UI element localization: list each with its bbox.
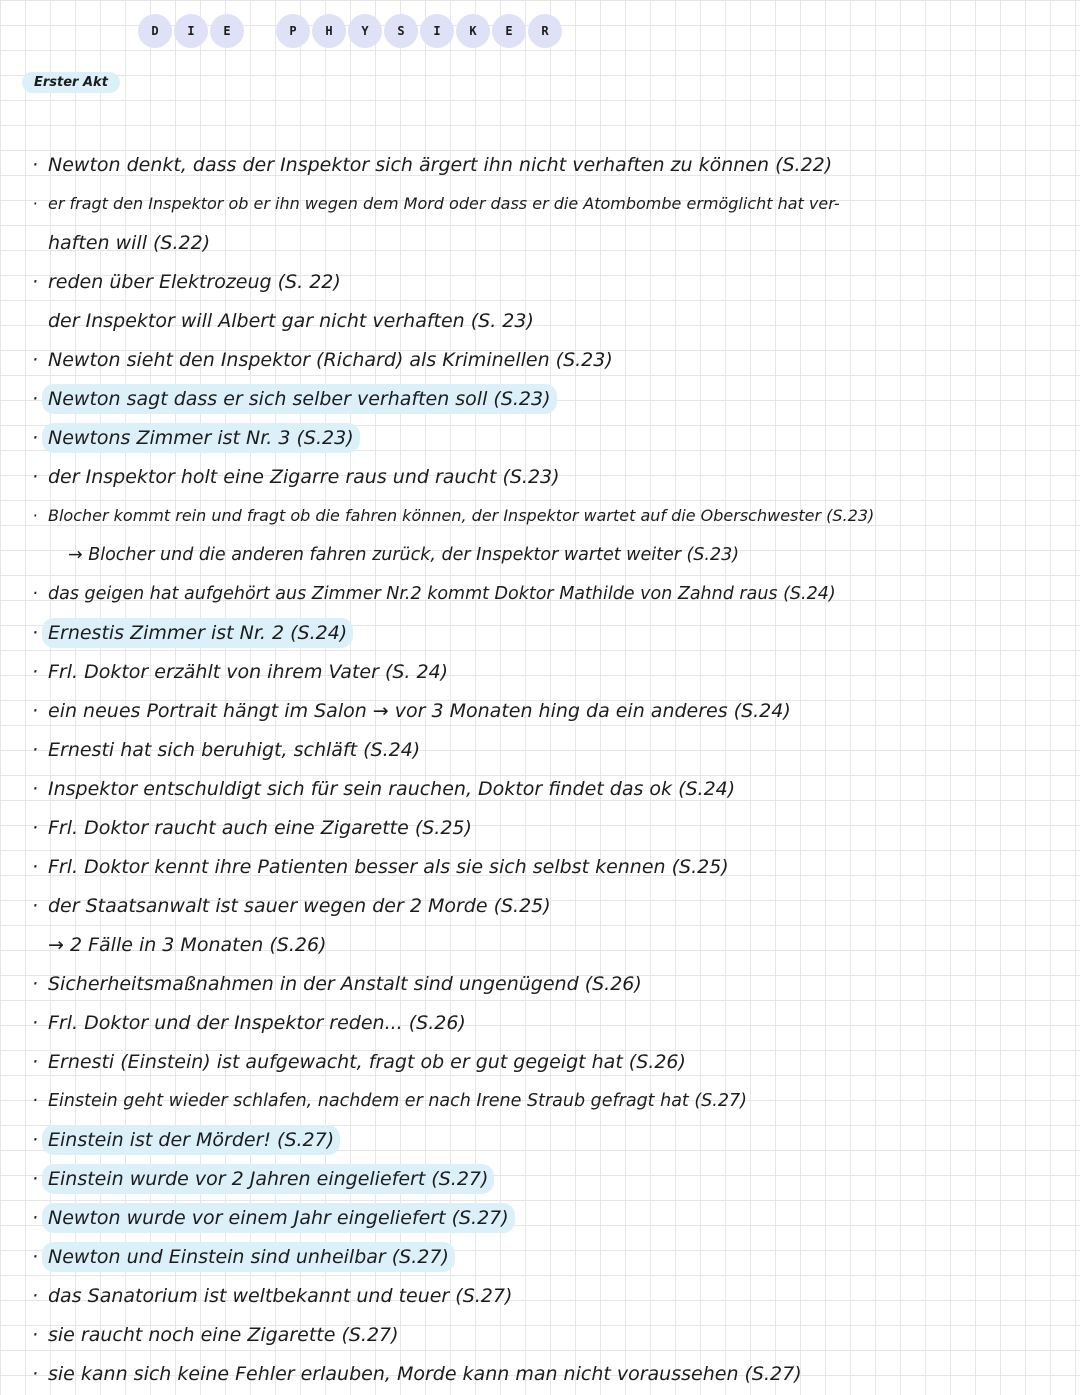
note-line [28, 847, 1062, 886]
note-text: Inspektor entschuldigt sich für sein rauchen, Doktor findet das ok (S.24) [48, 777, 736, 800]
title-letter: D [138, 14, 172, 48]
note-text: ein neues Portrait hängt im Salon → vor 3 Monaten hing da ein anderes (S.24) [48, 699, 791, 722]
note-line [28, 379, 1062, 418]
note-line [28, 886, 1062, 925]
note-text: Einstein ist der Mörder! (S.27) [42, 1125, 340, 1155]
note-text: der Inspektor holt eine Zigarre raus und raucht (S.23) [48, 465, 560, 488]
note-text: der Staatsanwalt ist sauer wegen der 2 Morde (S.25) [48, 894, 551, 917]
note-line [28, 1276, 1062, 1315]
note-text: Blocher kommt rein und fragt ob die fahren können, der Inspektor wartet auf die Oberschwester (S.23) [48, 505, 875, 525]
title-letter: E [210, 14, 244, 48]
note-line [28, 730, 1062, 769]
page-title [138, 14, 564, 48]
note-line [28, 613, 1062, 652]
note-text: Frl. Doktor raucht auch eine Zigarette (S.25) [48, 816, 472, 839]
note-line [28, 1354, 1062, 1393]
title-letter: P [276, 14, 310, 48]
note-line [28, 1198, 1062, 1237]
note-text: Newton sagt dass er sich selber verhaften soll (S.23) [42, 384, 557, 414]
bullet-dot: · [31, 816, 39, 839]
title-letter [246, 14, 274, 48]
bullet-dot: · [31, 660, 39, 683]
bullet-dot: · [31, 1011, 39, 1034]
title-letter: R [528, 14, 562, 48]
note-text: Newton und Einstein sind unheilbar (S.27) [42, 1242, 455, 1272]
note-text: → Blocher und die anderen fahren zurück, der Inspektor wartet weiter (S.23) [68, 544, 740, 565]
note-text: das Sanatorium ist weltbekannt und teuer (S.27) [48, 1284, 513, 1307]
title-letter: S [384, 14, 418, 48]
note-line [28, 535, 1062, 574]
bullet-dot: · [31, 465, 39, 488]
note-line [28, 184, 1062, 223]
note-line [28, 652, 1062, 691]
bullet-dot: · [31, 426, 39, 449]
bullet-dot: · [31, 1362, 39, 1385]
bullet-dot: · [31, 1245, 39, 1268]
title-letter: H [312, 14, 346, 48]
bullet-dot: · [31, 348, 39, 371]
note-text: sie kann sich keine Fehler erlauben, Morde kann man nicht voraussehen (S.27) [48, 1362, 802, 1385]
note-line [28, 925, 1062, 964]
note-line [28, 457, 1062, 496]
note-text: → 2 Fälle in 3 Monaten (S.26) [48, 933, 327, 956]
note-text: Newton denkt, dass der Inspektor sich ärgert ihn nicht verhaften zu können (S.22) [48, 153, 833, 176]
title-letter: K [456, 14, 490, 48]
note-text: Frl. Doktor kennt ihre Patienten besser als sie sich selbst kennen (S.25) [48, 855, 729, 878]
bullet-dot: · [31, 270, 39, 293]
bullet-dot: · [31, 1167, 39, 1190]
bullet-dot: · [31, 621, 39, 644]
note-line [28, 145, 1062, 184]
note-line [28, 1120, 1062, 1159]
title-letter: I [174, 14, 208, 48]
bullet-dot: · [31, 738, 39, 761]
note-text: haften will (S.22) [48, 231, 211, 254]
note-text: Newtons Zimmer ist Nr. 3 (S.23) [42, 423, 360, 453]
bullet-dot: · [31, 1206, 39, 1229]
note-line [28, 1159, 1062, 1198]
title-letter: I [420, 14, 454, 48]
note-text: er fragt den Inspektor ob er ihn wegen dem Mord oder dass er die Atombombe ermöglicht hat ver- [48, 193, 840, 213]
section-label: Erster Akt [22, 72, 120, 93]
note-line [28, 1081, 1062, 1120]
bullet-dot: · [32, 583, 38, 604]
note-text: das geigen hat aufgehört aus Zimmer Nr.2 kommt Doktor Mathilde von Zahnd raus (S.24) [48, 583, 836, 604]
bullet-dot: · [31, 1128, 39, 1151]
note-line [28, 262, 1062, 301]
note-text: Newton wurde vor einem Jahr eingeliefert (S.27) [42, 1203, 515, 1233]
title-letter: E [492, 14, 526, 48]
note-text: reden über Elektrozeug (S. 22) [48, 270, 341, 293]
title-letter: Y [348, 14, 382, 48]
note-line [28, 418, 1062, 457]
bullet-dot: · [31, 972, 39, 995]
note-text: Einstein geht wieder schlafen, nachdem er nach Irene Straub gefragt hat (S.27) [48, 1090, 747, 1111]
note-text: der Inspektor will Albert gar nicht verhaften (S. 23) [48, 309, 534, 332]
bullet-dot: · [31, 777, 39, 800]
note-line [28, 691, 1062, 730]
note-text: Frl. Doktor und der Inspektor reden... (S.26) [48, 1011, 466, 1034]
note-line [28, 1003, 1062, 1042]
bullet-dot: · [31, 1050, 39, 1073]
note-text: Ernesti (Einstein) ist aufgewacht, fragt ob er gut gegeigt hat (S.26) [48, 1050, 686, 1073]
bullet-dot: · [32, 194, 38, 213]
bullet-dot: · [31, 153, 39, 176]
bullet-dot: · [32, 1090, 38, 1111]
bullet-dot: · [31, 387, 39, 410]
note-line [28, 1237, 1062, 1276]
note-line [28, 808, 1062, 847]
note-line [28, 574, 1062, 613]
note-text: Ernestis Zimmer ist Nr. 2 (S.24) [42, 618, 353, 648]
note-text: Newton sieht den Inspektor (Richard) als Kriminellen (S.23) [48, 348, 613, 371]
note-line [28, 301, 1062, 340]
note-line [28, 964, 1062, 1003]
note-text: Einstein wurde vor 2 Jahren eingeliefert (S.27) [42, 1164, 494, 1194]
note-line [28, 1315, 1062, 1354]
note-text: Sicherheitsmaßnahmen in der Anstalt sind ungenügend (S.26) [48, 972, 642, 995]
note-line [28, 223, 1062, 262]
bullet-dot: · [31, 1323, 39, 1346]
bullet-dot: · [31, 1284, 39, 1307]
bullet-dot: · [31, 855, 39, 878]
note-line [28, 769, 1062, 808]
note-line [28, 496, 1062, 535]
note-line [28, 340, 1062, 379]
note-text: Ernesti hat sich beruhigt, schläft (S.24) [48, 738, 421, 761]
note-text: Frl. Doktor erzählt von ihrem Vater (S. 24) [48, 660, 449, 683]
note-text: sie raucht noch eine Zigarette (S.27) [48, 1323, 399, 1346]
bullet-dot: · [32, 506, 38, 525]
bullet-dot: · [31, 699, 39, 722]
bullet-dot: · [31, 894, 39, 917]
note-line [28, 1042, 1062, 1081]
notes-list [28, 145, 1062, 1393]
